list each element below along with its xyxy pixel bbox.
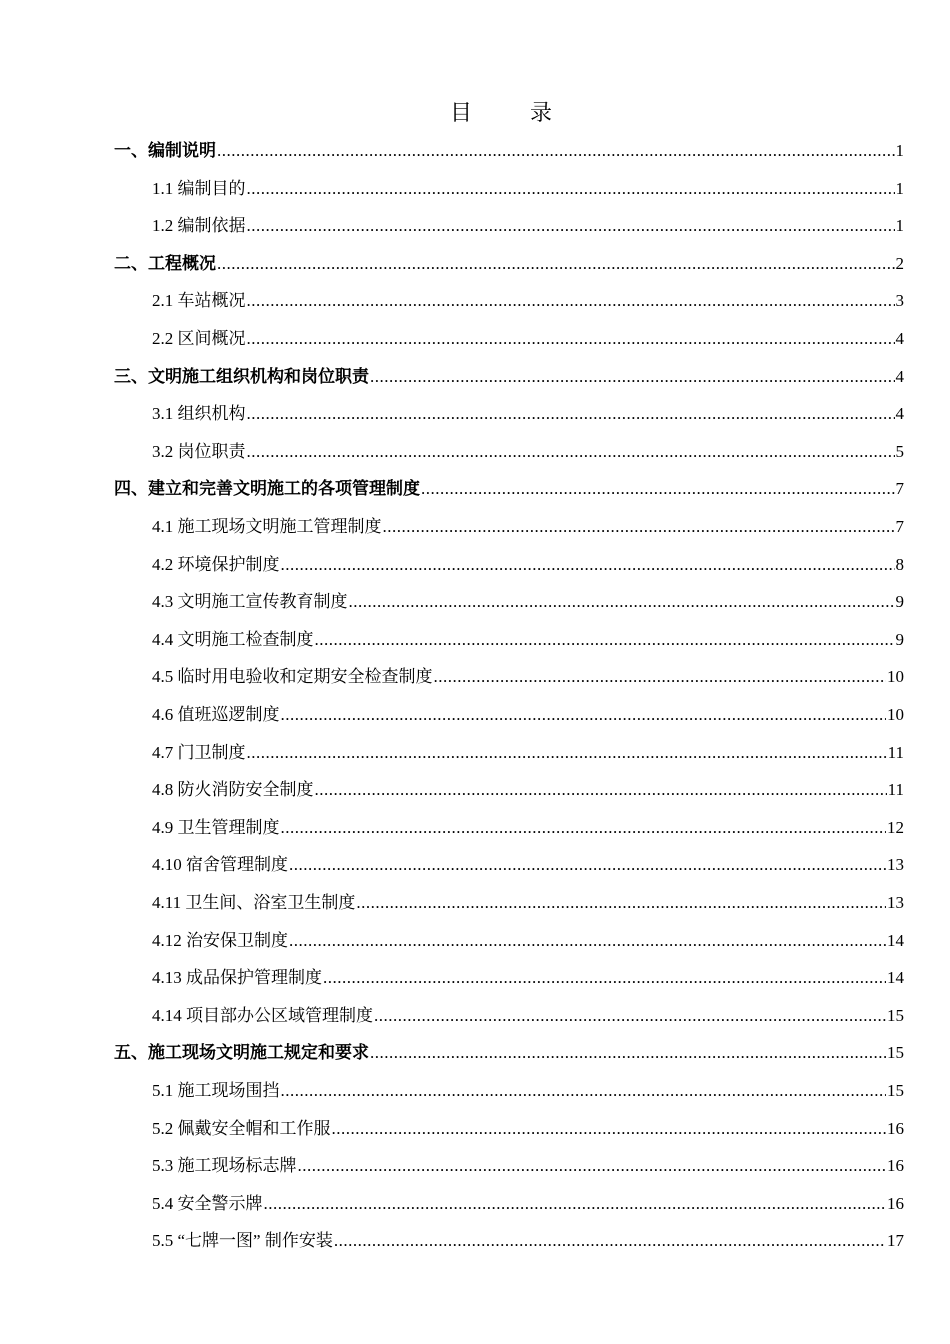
- toc-entry-label: 4.3 文明施工宣传教育制度: [152, 592, 348, 612]
- dot-leader: [281, 1072, 887, 1110]
- dot-leader: [434, 658, 887, 696]
- toc-entry-label: 4.5 临时用电验收和定期安全检查制度: [152, 667, 433, 687]
- toc-page-number: 5: [895, 441, 904, 461]
- toc-entry-label: 4.13 成品保护管理制度: [152, 968, 322, 988]
- toc-page-number: 9: [895, 629, 904, 649]
- toc-subsection-entry[interactable]: [152, 771, 904, 809]
- toc-entry-label: 5.2 佩戴安全帽和工作服: [152, 1118, 331, 1138]
- dot-leader: [315, 621, 895, 659]
- dot-leader: [247, 170, 895, 208]
- toc-entry-label: 一、编制说明: [114, 141, 216, 160]
- toc-entry-label: 4.1 施工现场文明施工管理制度: [152, 517, 382, 536]
- dot-leader: [247, 320, 895, 358]
- toc-entry-label: 4.9 卫生管理制度: [152, 817, 280, 837]
- dot-leader: [332, 1110, 887, 1148]
- toc-section-entry[interactable]: [114, 358, 904, 396]
- dot-leader: [298, 1147, 887, 1185]
- toc-section-entry[interactable]: [114, 1034, 904, 1072]
- toc-page-number: 13: [887, 855, 904, 875]
- page-title: 目 录: [449, 100, 570, 125]
- toc-page-number: 1: [895, 216, 904, 236]
- toc-section-entry[interactable]: [114, 470, 904, 508]
- dot-leader: [264, 1185, 887, 1223]
- toc-subsection-entry[interactable]: [152, 696, 904, 734]
- toc-page-number: 16: [887, 1156, 904, 1176]
- toc-entry-label: 5.3 施工现场标志牌: [152, 1156, 297, 1176]
- toc-entry-label: 4.8 防火消防安全制度: [152, 780, 314, 800]
- toc-subsection-entry[interactable]: [152, 922, 904, 960]
- toc-page-number: 11: [887, 742, 904, 762]
- toc-subsection-entry[interactable]: [152, 1147, 904, 1185]
- toc-page-number: 16: [887, 1118, 904, 1138]
- toc-entry-label: 四、建立和完善文明施工的各项管理制度: [114, 479, 420, 499]
- toc-page-number: 2: [895, 253, 904, 273]
- toc-subsection-entry[interactable]: [152, 997, 904, 1035]
- toc-entry-label: 4.11 卫生间、浴室卫生制度: [152, 893, 356, 912]
- dot-leader: [356, 884, 886, 922]
- toc-entry-label: 5.4 安全警示牌: [152, 1193, 263, 1213]
- toc-subsection-entry[interactable]: [152, 621, 904, 659]
- dot-leader: [383, 508, 895, 546]
- dot-leader: [349, 583, 895, 621]
- dot-leader: [247, 395, 895, 433]
- toc-subsection-entry[interactable]: [152, 508, 904, 546]
- dot-leader: [247, 207, 895, 245]
- toc-page-number: 15: [887, 1005, 904, 1025]
- toc-subsection-entry[interactable]: [152, 546, 904, 584]
- dot-leader: [289, 922, 886, 960]
- toc-entry-label: 3.1 组织机构: [152, 404, 246, 424]
- dot-leader: [370, 358, 895, 396]
- toc-page-number: 11: [887, 780, 904, 800]
- dot-leader: [334, 1222, 886, 1260]
- toc-subsection-entry[interactable]: [152, 846, 904, 884]
- toc-entry-label: 4.4 文明施工检查制度: [152, 629, 314, 649]
- toc-entry-label: 4.2 环境保护制度: [152, 554, 280, 574]
- toc-entry-label: 1.1 编制目的: [152, 178, 246, 198]
- toc-page-number: 1: [895, 141, 904, 160]
- toc-entry-label: 二、工程概况: [114, 253, 216, 273]
- dot-leader: [281, 546, 895, 584]
- toc-entry-label: 三、文明施工组织机构和岗位职责: [114, 366, 369, 386]
- dot-leader: [281, 696, 887, 734]
- toc-subsection-entry[interactable]: [152, 170, 904, 208]
- toc-page-number: 10: [887, 667, 904, 687]
- toc-entry-label: 4.14 项目部办公区域管理制度: [152, 1005, 373, 1025]
- dot-leader: [421, 470, 895, 508]
- dot-leader: [217, 245, 895, 283]
- toc-page-number: 12: [887, 817, 904, 837]
- toc-entry-label: 5.1 施工现场围挡: [152, 1081, 280, 1100]
- toc-page-number: 15: [887, 1043, 904, 1063]
- toc-subsection-entry[interactable]: [152, 734, 904, 772]
- toc-subsection-entry[interactable]: [152, 884, 904, 922]
- toc-entry-label: 五、施工现场文明施工规定和要求: [114, 1043, 369, 1063]
- toc-page-number: 7: [895, 479, 904, 499]
- toc-page-number: 1: [895, 178, 904, 198]
- toc-page-number: 4: [895, 366, 904, 386]
- toc-subsection-entry[interactable]: [152, 207, 904, 245]
- toc-entry-label: 5.5 “七牌一图” 制作安装: [152, 1231, 333, 1251]
- toc-entry-label: 4.7 门卫制度: [152, 742, 246, 762]
- toc-page-number: 4: [895, 329, 904, 348]
- toc-subsection-entry[interactable]: [152, 658, 904, 696]
- toc-page-number: 9: [895, 592, 904, 612]
- toc-section-entry[interactable]: [114, 245, 904, 283]
- toc-subsection-entry[interactable]: [152, 1222, 904, 1260]
- toc-page-number: 4: [895, 404, 904, 424]
- toc-entry-label: 4.6 值班巡逻制度: [152, 705, 280, 724]
- dot-leader: [247, 433, 895, 471]
- toc-subsection-entry[interactable]: [152, 959, 904, 997]
- toc-entry-label: 4.10 宿舍管理制度: [152, 855, 288, 875]
- toc-page-number: 14: [887, 930, 904, 950]
- toc-subsection-entry[interactable]: [152, 395, 904, 433]
- toc-entry-label: 1.2 编制依据: [152, 216, 246, 236]
- dot-leader: [281, 809, 887, 847]
- dot-leader: [323, 959, 886, 997]
- toc-page-number: 13: [887, 893, 904, 912]
- toc-page-number: 14: [887, 968, 904, 988]
- toc-entry-label: 4.12 治安保卫制度: [152, 930, 288, 950]
- dot-leader: [370, 1034, 886, 1072]
- dot-leader: [289, 846, 886, 884]
- toc-page-number: 8: [895, 554, 904, 574]
- toc-page-number: 16: [887, 1193, 904, 1213]
- toc-page-number: 3: [895, 291, 904, 311]
- dot-leader: [247, 734, 887, 772]
- toc-page-number: 17: [887, 1231, 904, 1251]
- toc-entry-label: 2.2 区间概况: [152, 329, 246, 348]
- toc-page-number: 7: [895, 517, 904, 536]
- toc-page-number: 10: [887, 705, 904, 724]
- toc-subsection-entry[interactable]: [152, 1185, 904, 1223]
- toc-subsection-entry[interactable]: [152, 282, 904, 320]
- toc-subsection-entry[interactable]: [152, 1110, 904, 1148]
- dot-leader: [247, 282, 895, 320]
- toc-subsection-entry[interactable]: [152, 433, 904, 471]
- toc-subsection-entry[interactable]: [152, 1072, 904, 1110]
- toc-subsection-entry[interactable]: [152, 583, 904, 621]
- dot-leader: [315, 771, 887, 809]
- toc-subsection-entry[interactable]: [152, 320, 904, 358]
- toc-entry-label: 2.1 车站概况: [152, 291, 246, 311]
- dot-leader: [374, 997, 886, 1035]
- dot-leader: [217, 132, 895, 170]
- toc-entry-label: 3.2 岗位职责: [152, 441, 246, 461]
- toc-page-number: 15: [887, 1081, 904, 1100]
- toc-subsection-entry[interactable]: [152, 809, 904, 847]
- toc-section-entry[interactable]: [114, 132, 904, 170]
